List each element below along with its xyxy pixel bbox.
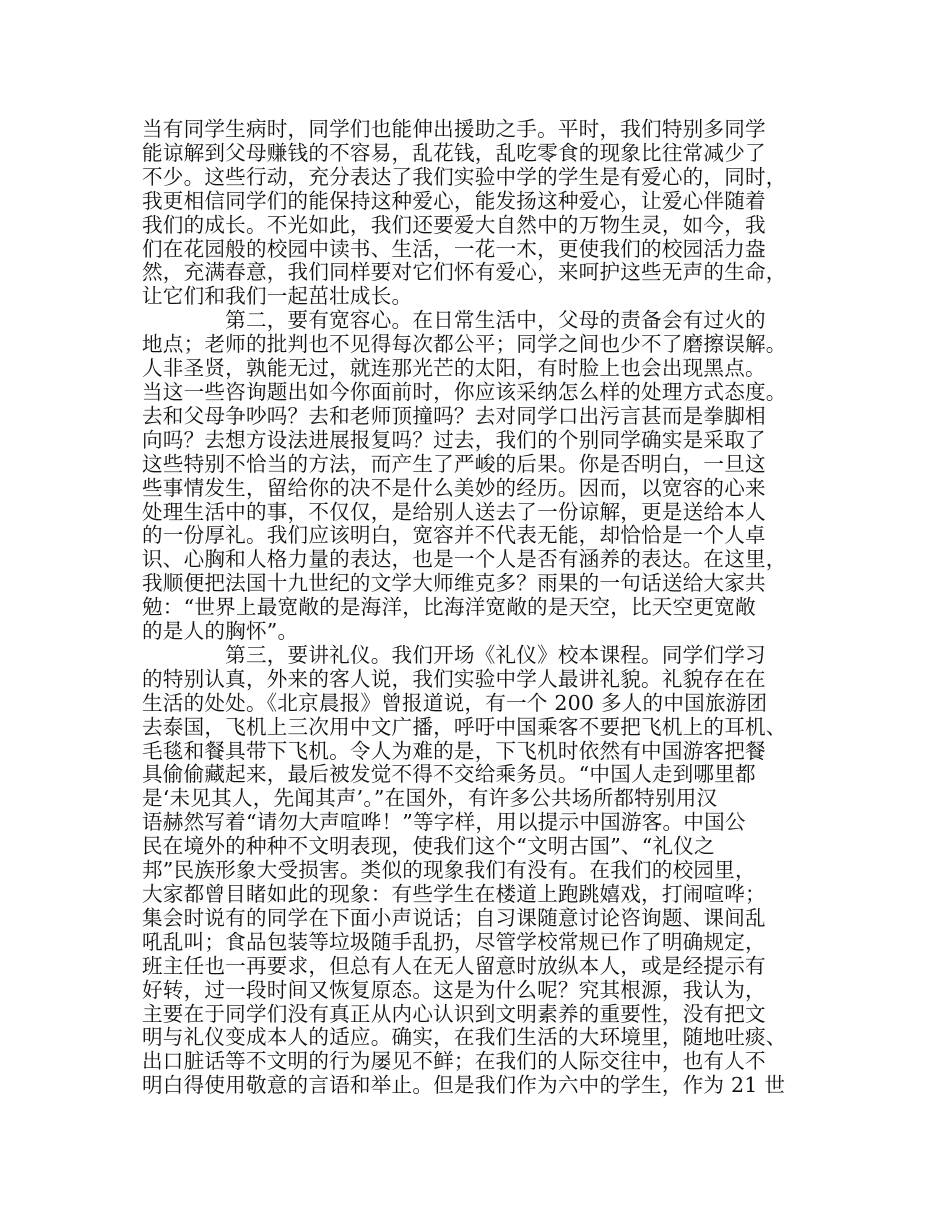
text-line: 民在境外的种种不文明表现，使我们这个“文明古国”、“礼仪之: [142, 835, 715, 859]
text-line: 明白得使用敬意的言语和举止。但是我们作为六中的学生，作为 21 世: [142, 1074, 786, 1098]
text-line: 人非圣贤，孰能无过，就连那光芒的太阳，有时脸上也会出现黑点。: [142, 357, 766, 381]
text-line: 我顺便把法国十九世纪的文学大师维克多？雨果的一句话送给大家共: [142, 572, 766, 596]
text-line: 班主任也一再要求，但总有人在无人留意时放纵本人，或是经提示有: [142, 954, 766, 978]
text-line: 毛毯和餐具带下飞机。令人为难的是，下飞机时依然有中国游客把餐: [142, 739, 766, 763]
text-line: 去和父母争吵吗？去和老师顶撞吗？去对同学口出污言甚而是拳脚相: [142, 404, 766, 428]
text-line: 们在花园般的校园中读书、生活，一花一木，更使我们的校园活力盎: [142, 237, 766, 261]
text-line: 这些特别不恰当的方法，而产生了严峻的后果。你是否明白，一旦这: [142, 452, 766, 476]
text-line: 向吗？去想方设法进展报复吗？过去，我们的个别同学确实是采取了: [142, 428, 766, 452]
text-line: 明与礼仪变成本人的适应。确实，在我们生活的大环境里，随地吐痰、: [142, 1026, 787, 1050]
document-body: [142, 118, 822, 1098]
text-line: 勉：“世界上最宽敞的是海洋，比海洋宽敞的是天空，比天空更宽敞: [142, 596, 756, 620]
text-line: 邦”民族形象大受损害。类似的现象我们有没有。在我们的校园里，: [142, 859, 756, 883]
text-line: 大家都曾目睹如此的现象：有些学生在楼道上跑跳嬉戏，打闹喧哗；: [142, 883, 766, 906]
text-line: 是‘未见其人，先闻其声’。”在国外，有许多公共场所都特别用汉: [142, 787, 718, 811]
text-line: 集会时说有的同学在下面小声说话；自习课随意讨论咨询题、课间乱: [142, 906, 766, 930]
text-line: 不少。这些行动，充分表达了我们实验中学的学生是有爱心的，同时，: [142, 165, 787, 189]
text-line: 语赫然写着“请勿大声喧哗！”等字样，用以提示中国游客。中国公: [142, 811, 746, 835]
text-line: 地点；老师的批判也不见得每次都公平；同学之间也少不了磨擦误解。: [142, 333, 787, 357]
text-line: 我更相信同学们的能保持这种爱心，能发扬这种爱心，让爱心伴随着: [142, 189, 766, 213]
text-line: 识、心胸和人格力量的表达，也是一个人是否有涵养的表达。在这里，: [142, 548, 787, 572]
text-line: 出口脏话等不文明的行为屡见不鲜；在我们的人际交往中，也有人不: [142, 1050, 766, 1074]
text-line: 的一份厚礼。我们应该明白，宽容并不代表无能，却恰恰是一个人卓: [142, 524, 766, 548]
text-line: 好转，过一段时间又恢复原态。这是为什么呢？究其根源，我认为，: [142, 978, 766, 1002]
text-line: 去泰国，飞机上三次用中文广播，呼吁中国乘客不要把飞机上的耳机、: [142, 715, 787, 739]
text-line: 的是人的胸怀”。: [142, 620, 299, 644]
text-line: 的特别认真，外来的客人说，我们实验中学人最讲礼貌。礼貌存在在: [142, 667, 766, 691]
text-line: 让它们和我们一起茁壮成长。: [142, 285, 413, 309]
text-line: 吼乱叫；食品包装等垃圾随手乱扔，尽管学校常规已作了明确规定，: [142, 930, 766, 954]
text-line: 第三，要讲礼仪。我们开场《礼仪》校本课程。同学们学习: [142, 643, 766, 667]
text-line: 我们的成长。不光如此，我们还要爱大自然中的万物生灵，如今，我: [142, 213, 766, 237]
text-line: 当有同学生病时，同学们也能伸出援助之手。平时，我们特别多同学: [142, 118, 766, 141]
text-line: 处理生活中的事，不仅仅，是给别人送去了一份谅解，更是送给本人: [142, 500, 766, 524]
text-line: 生活的处处。《北京晨报》曾报道说，有一个 200 多人的中国旅游团: [142, 691, 768, 715]
text-line: 具偷偷藏起来，最后被发觉不得不交给乘务员。“中国人走到哪里都: [142, 763, 756, 787]
text-line: 主要在于同学们没有真正从内心认识到文明素养的重要性，没有把文: [142, 1002, 766, 1026]
text-line: 能谅解到父母赚钱的不容易，乱花钱，乱吃零食的现象比往常减少了: [142, 141, 766, 165]
text-line: 然，充满春意，我们同样要对它们怀有爱心，来呵护这些无声的生命，: [142, 261, 787, 285]
text-line: 第二，要有宽容心。在日常生活中，父母的责备会有过火的: [142, 309, 766, 333]
document-page: [142, 118, 822, 1098]
text-line: 当这一些咨询题出如今你面前时，你应该采纳怎么样的处理方式态度。: [142, 380, 787, 404]
text-line: 些事情发生，留给你的决不是什么美妙的经历。因而，以宽容的心来: [142, 476, 766, 500]
